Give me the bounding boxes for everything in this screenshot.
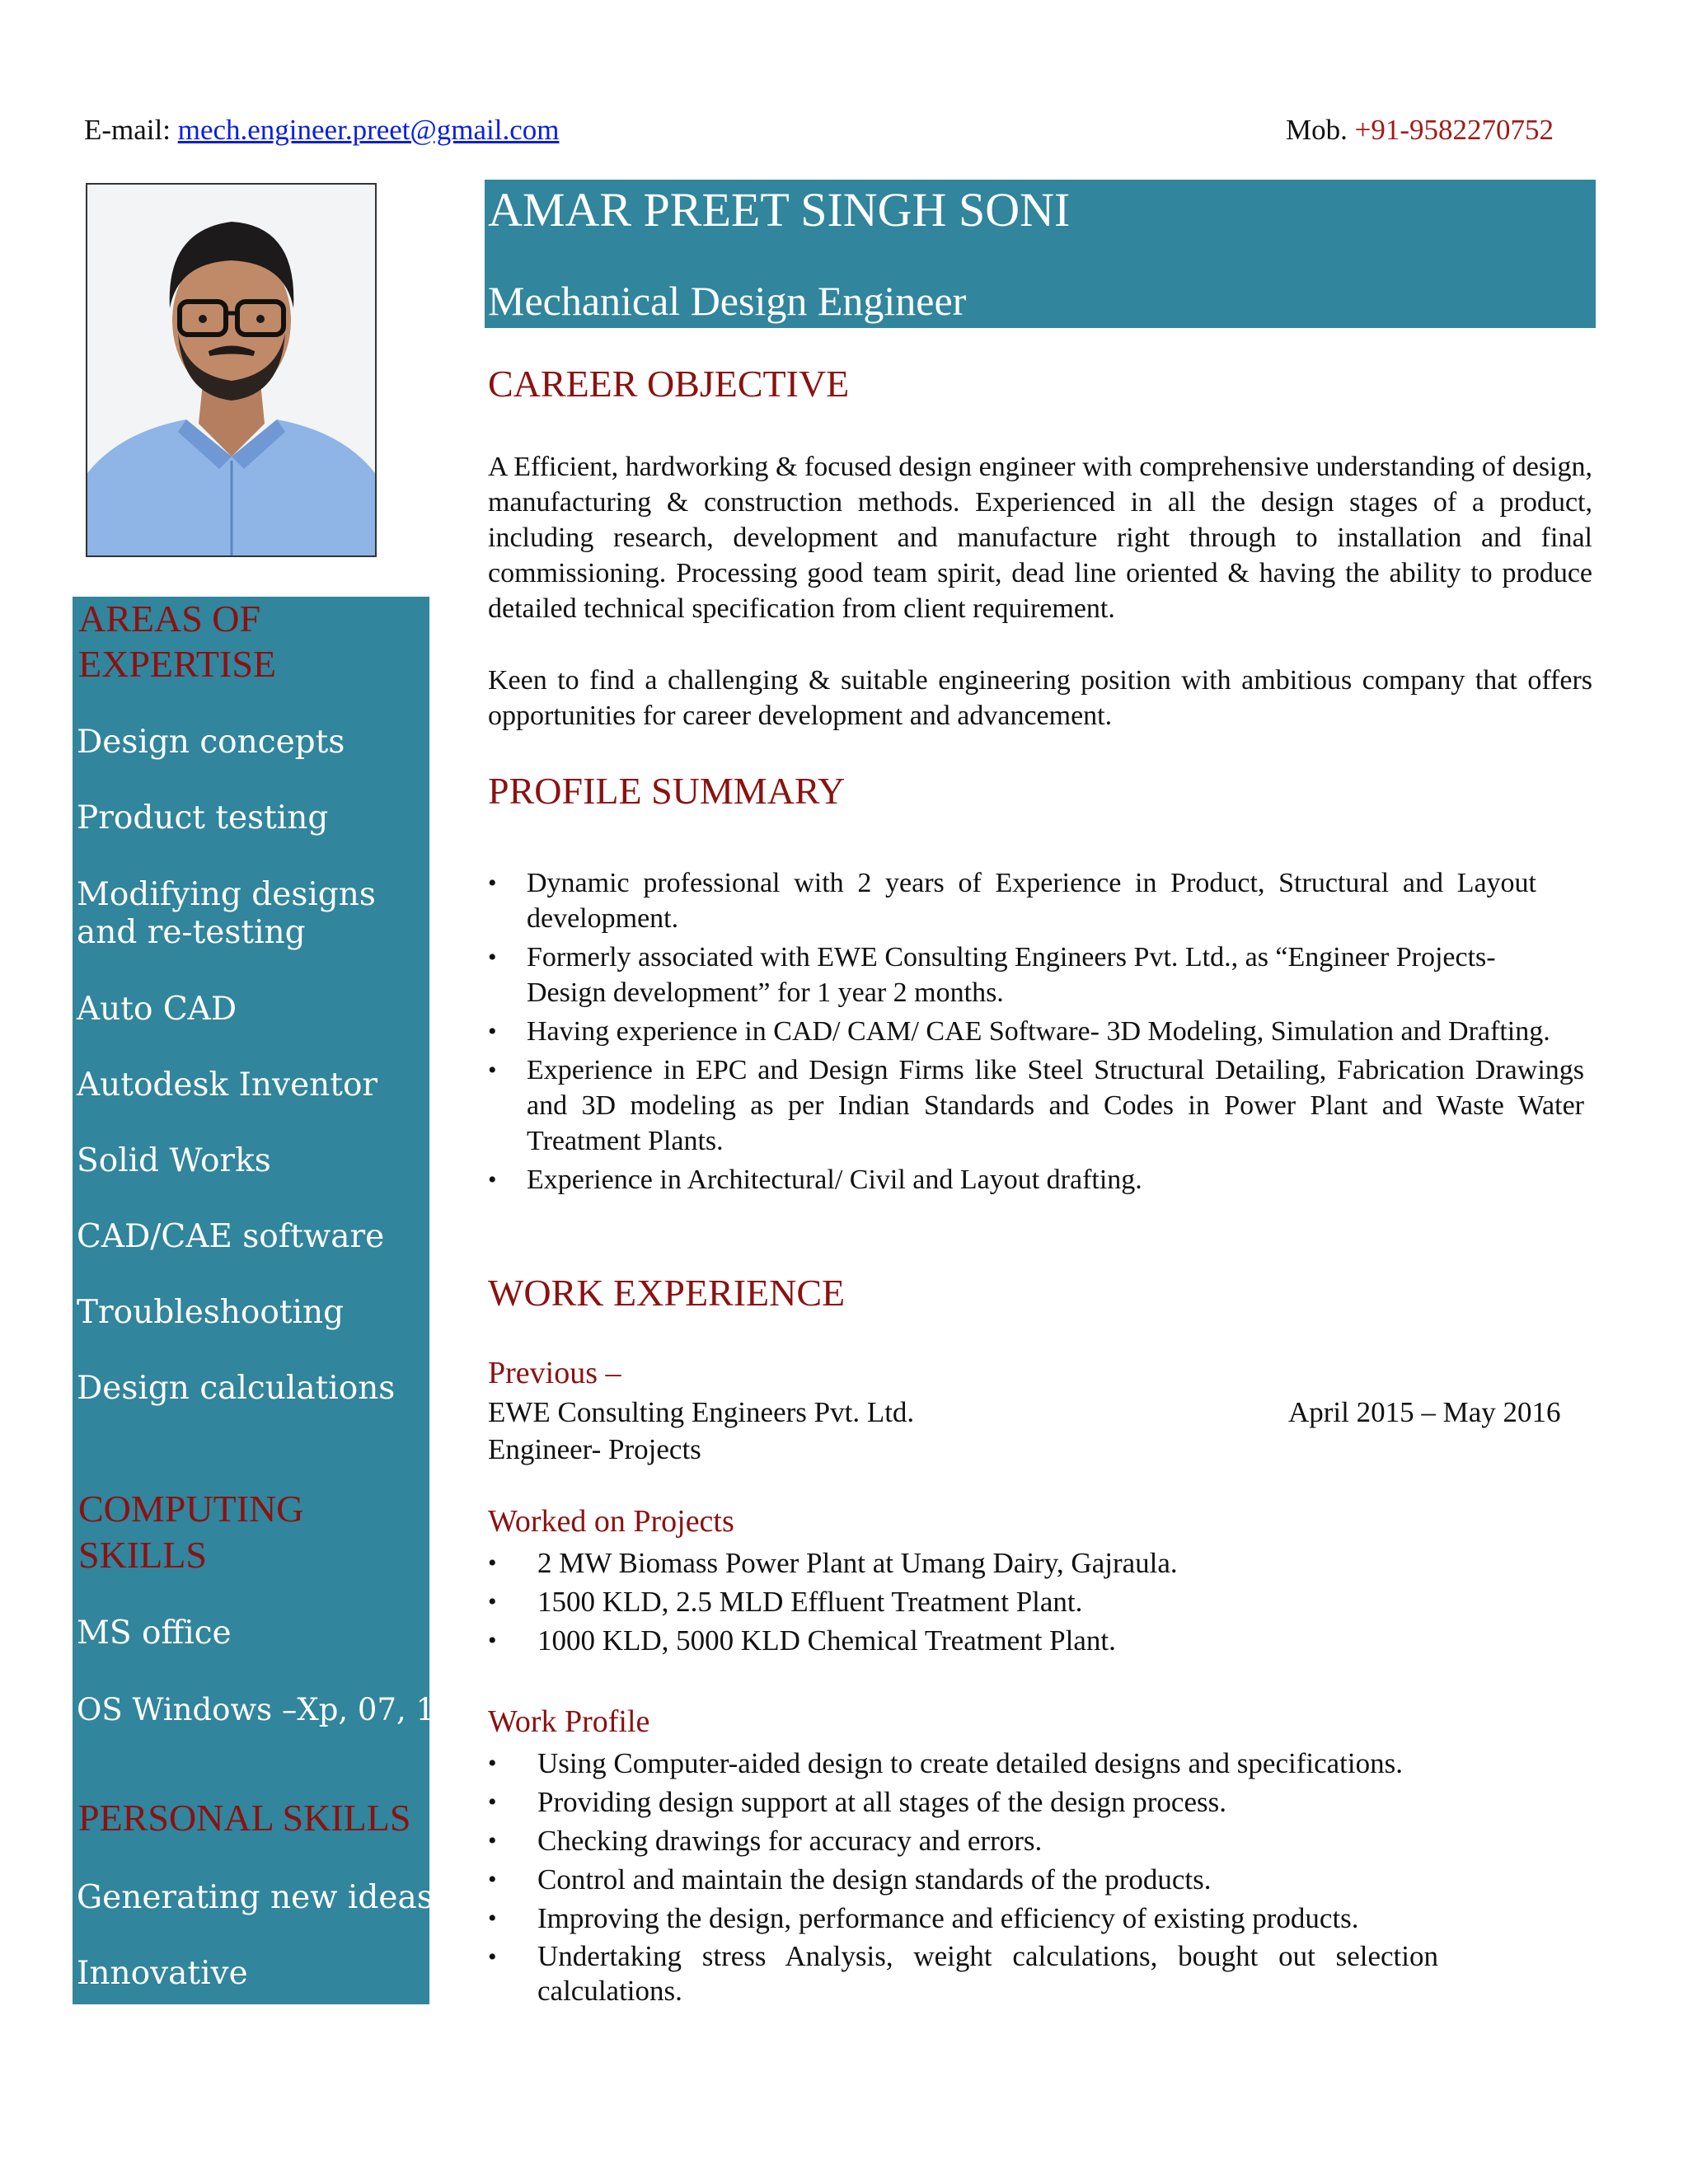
list-item: • Providing design support at all stages of the design process. — [488, 1786, 1226, 1818]
employment-dates: April 2015 – May 2016 — [1288, 1396, 1561, 1428]
work-experience-heading: WORK EXPERIENCE — [488, 1272, 846, 1314]
job-role: Engineer- Projects — [488, 1433, 701, 1465]
list-item: • 2 MW Biomass Power Plant at Umang Dairy, Gajraula. — [488, 1547, 1178, 1579]
objective-paragraph-2: Keen to find a challenging & suitable engineering position with ambitious company that offers opportunities for career development and advancement. — [488, 665, 1592, 731]
bullet-icon: • — [488, 1018, 497, 1045]
expertise-item: Auto CAD — [77, 991, 237, 1028]
job-title: Mechanical Design Engineer — [488, 278, 967, 324]
bullet-icon: • — [488, 1549, 497, 1577]
expertise-item: Troubleshooting — [77, 1294, 345, 1331]
bullet-icon: • — [488, 1057, 497, 1084]
list-item: • Formerly associated with EWE Consulting Engineers Pvt. Ltd., as “Engineer Projects- Design development” for 1 year 2 months. — [488, 940, 1584, 1010]
computing-heading-line2: SKILLS — [78, 1534, 207, 1576]
personal-heading: PERSONAL SKILLS — [78, 1797, 411, 1839]
expertise-item: Design calculations — [77, 1370, 396, 1407]
bullet-icon: • — [488, 1943, 497, 1971]
list-item: • 1000 KLD, 5000 KLD Chemical Treatment Plant. — [488, 1624, 1116, 1657]
candidate-name: AMAR PREET SINGH SONI — [488, 183, 1071, 237]
work-profile-heading: Work Profile — [488, 1704, 650, 1739]
projects-list — [488, 1545, 1592, 1661]
computing-heading-line1: COMPUTING — [78, 1488, 304, 1530]
profile-photo — [86, 183, 377, 557]
expertise-heading-line1: AREAS OF — [78, 598, 261, 640]
mobile-line — [1286, 112, 1554, 148]
company-name: EWE Consulting Engineers Pvt. Ltd. — [488, 1396, 915, 1428]
bullet-icon: • — [488, 1788, 497, 1816]
list-item: • 1500 KLD, 2.5 MLD Effluent Treatment Plant. — [488, 1586, 1083, 1618]
expertise-item: Modifying designs — [77, 876, 376, 913]
personal-item: Generating new ideas — [77, 1879, 434, 1916]
bullet-icon: • — [488, 1750, 497, 1777]
bullet-icon: • — [488, 1905, 497, 1932]
mobile-number: +91-9582270752 — [1354, 114, 1554, 146]
expertise-heading-line2: EXPERTISE — [78, 643, 277, 685]
expertise-item: Solid Works — [77, 1142, 271, 1179]
profile-summary-list — [488, 865, 1584, 1197]
bullet-icon: • — [488, 1166, 497, 1193]
previous-label: Previous – — [488, 1356, 621, 1390]
list-item: • Undertaking stress Analysis, weight calculations, bought out selection calculations. — [488, 1940, 1438, 2007]
list-item: • Using Computer-aided design to create detailed designs and specifications. — [488, 1747, 1403, 1779]
career-objective-heading: CAREER OBJECTIVE — [488, 363, 850, 405]
email-label: E-mail: — [84, 114, 178, 146]
list-item: • Control and maintain the design standards of the products. — [488, 1863, 1212, 1896]
projects-heading: Worked on Projects — [488, 1504, 734, 1539]
person-photo-icon — [87, 185, 375, 555]
expertise-item: and re-testing — [77, 914, 306, 951]
bullet-icon: • — [488, 1827, 497, 1854]
expertise-item: CAD/CAE software — [77, 1218, 385, 1255]
computing-item: OS Windows –Xp, 07, 10 — [77, 1692, 455, 1727]
personal-item: Innovative — [77, 1955, 248, 1992]
profile-summary-heading: PROFILE SUMMARY — [488, 770, 846, 812]
expertise-item: Design concepts — [77, 724, 345, 761]
list-item: • Having experience in CAD/ CAM/ CAE Software- 3D Modeling, Simulation and Drafting. — [488, 1014, 1584, 1049]
email-link[interactable]: mech.engineer.preet@gmail.com — [177, 114, 560, 146]
list-item: • Experience in EPC and Design Firms like Steel Structural Detailing, Fabrication Drawings and 3D modeling as per Indian Standards and Codes in Power Plant and Waste Water Treatment Plants. — [488, 1052, 1584, 1159]
bullet-icon: • — [488, 869, 497, 897]
work-profile-list — [488, 1746, 1592, 2008]
list-item: • Experience in Architectural/ Civil and Layout drafting. — [488, 1162, 1584, 1197]
computing-item: MS office — [77, 1615, 232, 1652]
bullet-icon: • — [488, 1588, 497, 1615]
list-item: • Checking drawings for accuracy and errors. — [488, 1825, 1043, 1857]
list-item: • Dynamic professional with 2 years of Experience in Product, Structural and Layout development. — [488, 865, 1584, 936]
bullet-icon: • — [488, 1627, 497, 1654]
objective-paragraph-1: A Efficient, hardworking & focused design engineer with comprehensive understanding of design, manufacturing & construction methods. Experienced in all the design stages of a product, including research, development and manufacture right through to installation and final commissioning. Processing good team spirit, dead line oriented & having the ability to produce detailed technical specification from client requirement. — [488, 452, 1592, 624]
sidebar — [73, 597, 455, 2004]
bullet-icon: • — [488, 1866, 497, 1893]
expertise-item: Product testing — [77, 799, 329, 837]
bullet-icon: • — [488, 944, 497, 971]
email-line — [84, 112, 559, 148]
list-item: • Improving the design, performance and efficiency of existing products. — [488, 1902, 1359, 1934]
mobile-label: Mob. — [1286, 114, 1355, 146]
expertise-item: Autodesk Inventor — [77, 1066, 378, 1104]
